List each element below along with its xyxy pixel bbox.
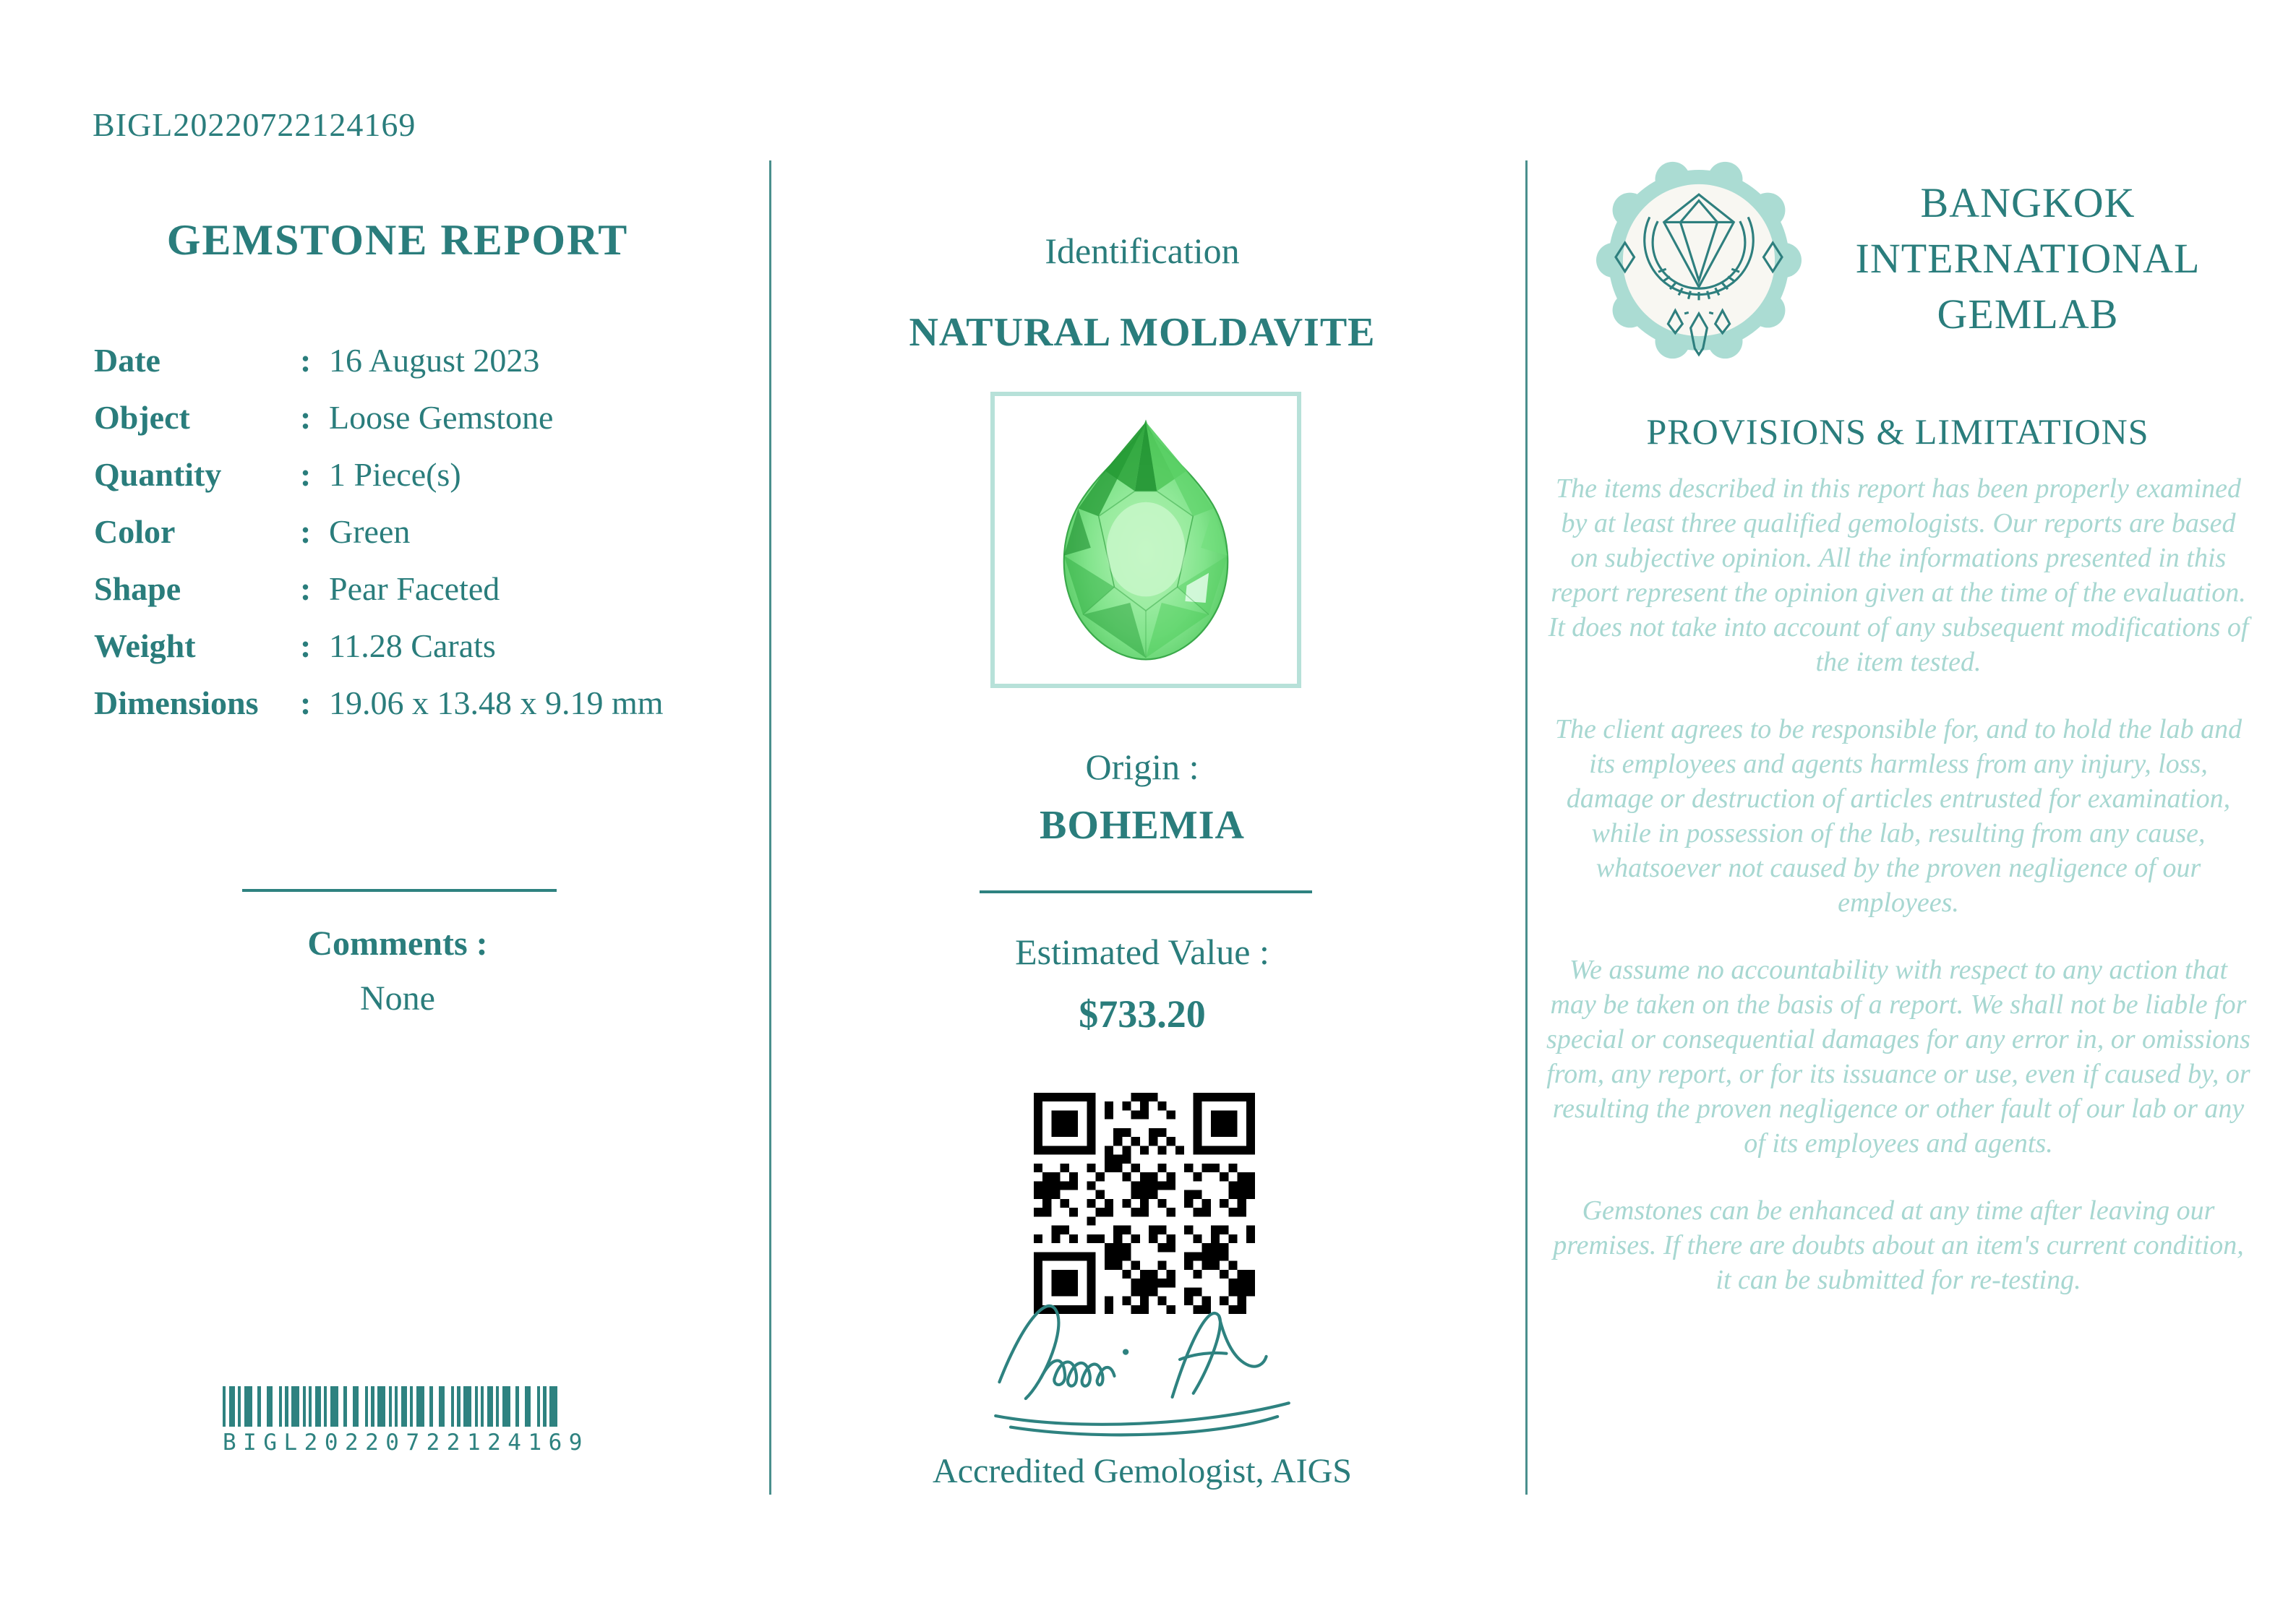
column-divider-left — [769, 160, 771, 1495]
field-colon: : — [300, 627, 312, 664]
origin-label: Origin : — [1085, 747, 1199, 787]
barcode — [223, 1386, 589, 1456]
origin-value: BOHEMIA — [1040, 803, 1245, 848]
provisions-paragraph: The items described in this report has been properly examined by at least three qualified gemologists. Our reports are based on subjective opinion. All the informations presented in this report represent the opinion given at the time of the evaluation. It does not take into account of any subsequent modifications of the item tested. — [1548, 473, 2249, 677]
field-label: Color — [94, 513, 176, 550]
field-colon: : — [300, 342, 312, 379]
lab-logo-badge — [1596, 158, 1802, 363]
field-label: Date — [94, 342, 160, 379]
lab-name-line: INTERNATIONAL — [1855, 235, 2201, 282]
provisions-paragraph: The client agrees to be responsible for, and to hold the lab and its employees and agents harmless from any injury, loss, damage or destruction of articles entrusted for examination, while in possession of the lab, resulting from any cause, whatsoever not caused by the proven negligence of our employees. — [1554, 714, 2243, 918]
comments-value: None — [360, 979, 435, 1018]
provisions-paragraphs — [1544, 471, 2253, 1297]
gemologist-signature — [954, 1269, 1330, 1450]
field-label: Weight — [94, 627, 196, 664]
identification-heading: Identification — [1045, 231, 1240, 271]
provisions-heading: PROVISIONS & LIMITATIONS — [1646, 411, 2149, 452]
column-divider-right — [1525, 160, 1528, 1495]
field-label: Object — [94, 399, 190, 436]
field-value: 19.06 x 13.48 x 9.19 mm — [329, 684, 664, 721]
field-value: 11.28 Carats — [329, 627, 496, 664]
gem-photo — [1034, 406, 1258, 674]
field-colon: : — [300, 456, 312, 493]
field-value: Loose Gemstone — [329, 399, 554, 436]
field-value: Green — [329, 513, 411, 550]
gem-details-table — [94, 341, 745, 722]
field-colon: : — [300, 399, 312, 436]
gem-name: NATURAL MOLDAVITE — [909, 310, 1376, 355]
field-label: Quantity — [94, 456, 222, 493]
lab-name-line: BANGKOK — [1920, 179, 2136, 226]
field-colon: : — [300, 513, 312, 550]
barcode-text: BIGL20220722124169 — [223, 1430, 589, 1456]
lab-name-line: GEMLAB — [1937, 291, 2119, 338]
provisions-paragraph: Gemstones can be enhanced at any time after leaving our premises. If there are doubts about an item's current condition, it can be submitted for re-testing. — [1553, 1195, 2244, 1295]
field-label: Dimensions — [94, 684, 259, 721]
comments-divider — [242, 889, 557, 892]
report-title: GEMSTONE REPORT — [166, 216, 629, 264]
estimated-value-divider — [980, 890, 1312, 893]
field-value: 1 Piece(s) — [329, 456, 461, 493]
field-colon: : — [300, 570, 312, 607]
provisions-paragraph: We assume no accountability with respect to any action that may be taken on the basis of a report. We shall not be liable for special or consequential damages for any error in, or omissions from, any report, or for its issuance or use, even if caused by, or resulting the proven negligence or other fault of our lab or any of its employees and agents. — [1546, 955, 2250, 1159]
report-serial-number: BIGL20220722124169 — [93, 106, 416, 143]
field-colon: : — [300, 684, 312, 721]
comments-label: Comments : — [307, 924, 488, 963]
field-value: Pear Faceted — [329, 570, 500, 607]
barcode-bars — [223, 1386, 570, 1427]
field-label: Shape — [94, 570, 181, 607]
gem-photo-frame — [990, 392, 1301, 688]
estimated-value: $733.20 — [1079, 992, 1206, 1036]
gemologist-title: Accredited Gemologist, AIGS — [933, 1452, 1352, 1490]
estimated-value-label: Estimated Value : — [1015, 932, 1269, 972]
field-value: 16 August 2023 — [329, 342, 540, 379]
lab-name — [1811, 175, 2245, 342]
